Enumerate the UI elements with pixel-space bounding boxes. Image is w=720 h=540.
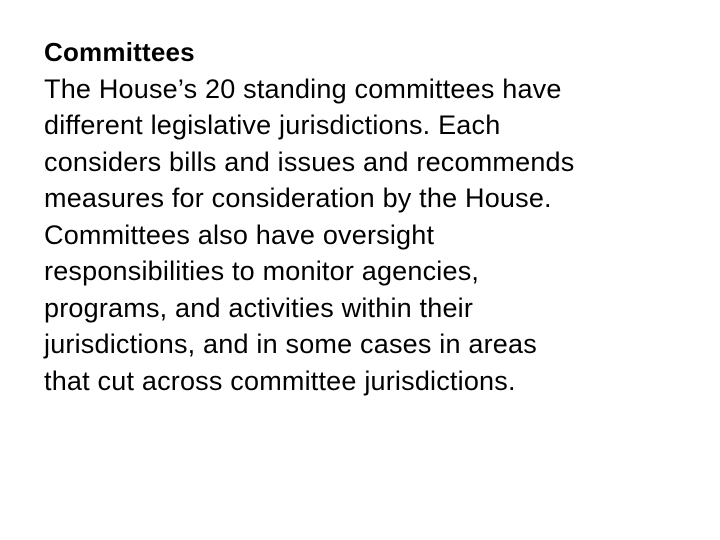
text-block: [44, 34, 684, 399]
body-line-3: considers bills and issues and recommends: [44, 146, 575, 177]
body-line-9: that cut across committee jurisdictions.: [44, 365, 516, 396]
slide-title: Committees: [44, 37, 195, 67]
body-line-6: responsibilities to monitor agencies,: [44, 256, 480, 286]
body-line-2: different legislative jurisdictions. Each: [44, 110, 501, 140]
body-line-8: jurisdictions, and in some cases in areas: [44, 329, 537, 359]
body-line-5: Committees also have oversight: [44, 219, 435, 250]
body-line-7: programs, and activities within their: [44, 292, 474, 323]
body-line-4: measures for consideration by the House.: [44, 183, 552, 213]
body-line-1: The House’s 20 standing committees have: [44, 73, 562, 104]
